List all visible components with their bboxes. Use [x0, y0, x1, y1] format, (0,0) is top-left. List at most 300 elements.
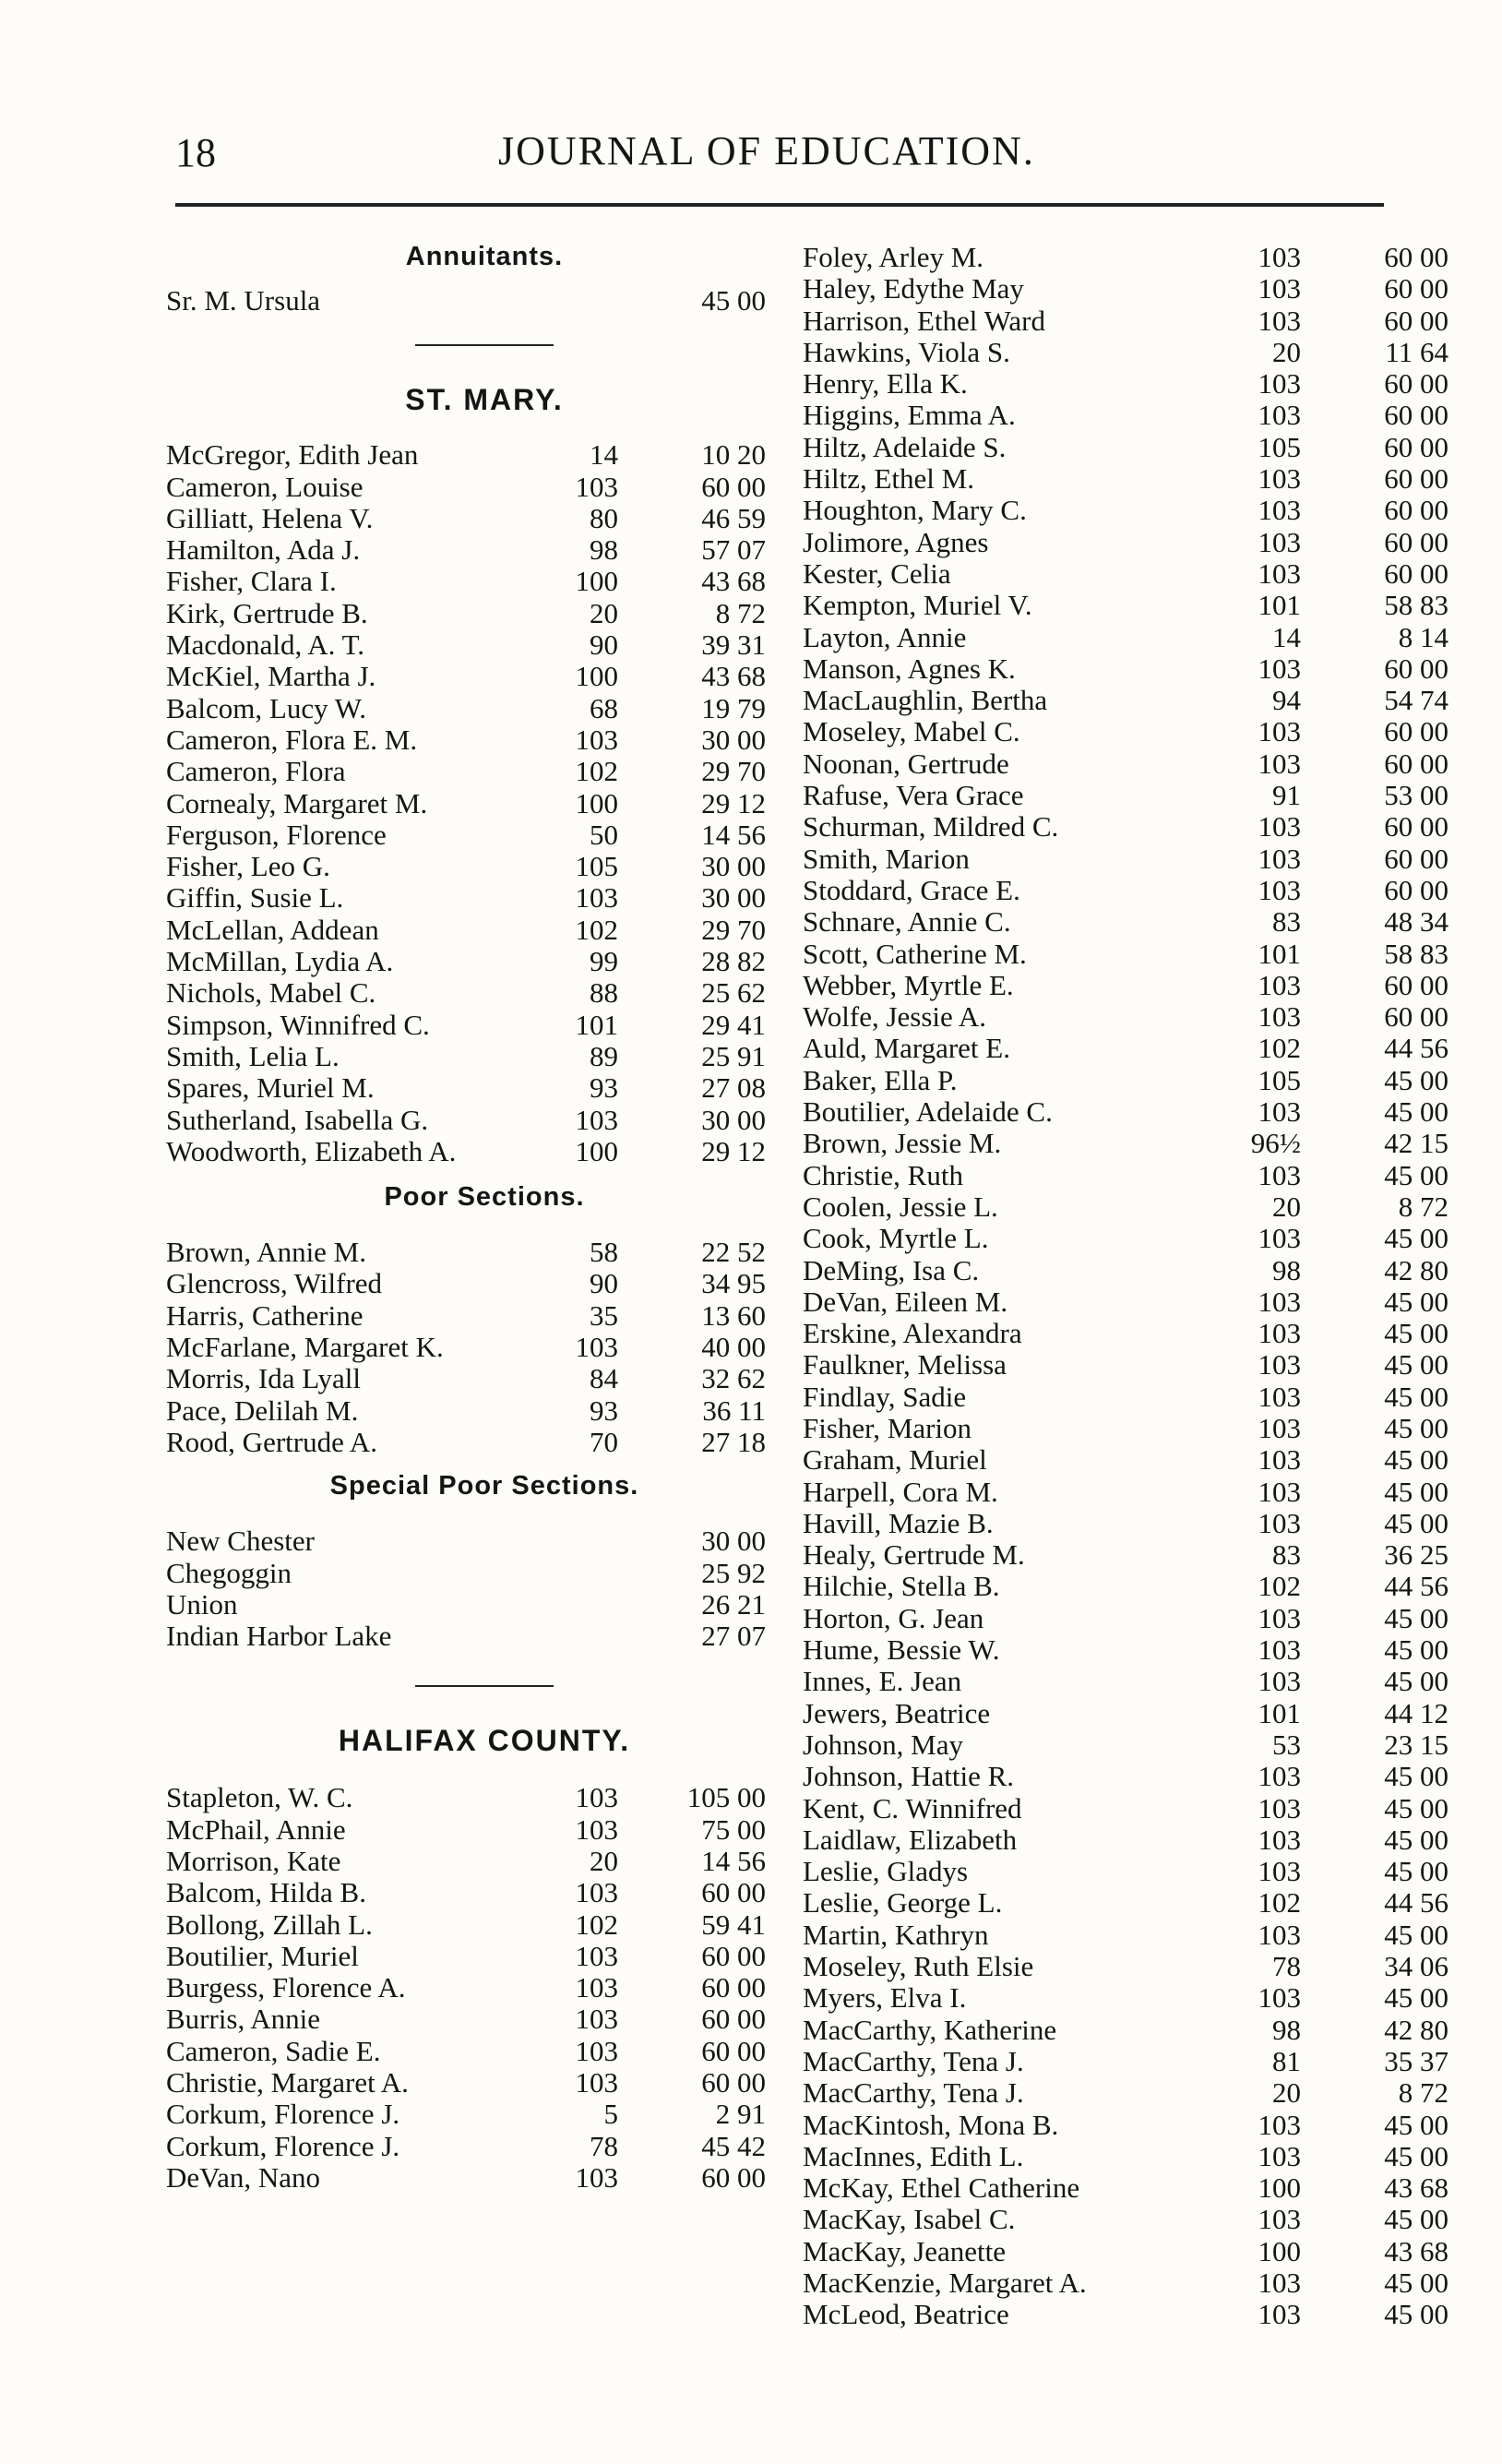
entry-days: 94	[1272, 684, 1301, 717]
entry-name: Leslie, Gladys	[803, 1855, 969, 1888]
list-item	[803, 2236, 1448, 2267]
entry-name: Schurman, Mildred C.	[803, 810, 1059, 843]
entry-name: Cameron, Flora E. M.	[166, 723, 418, 756]
entry-amount: 45 00	[701, 284, 766, 317]
entry-amount: 53 00	[1384, 779, 1448, 812]
list-item	[803, 1033, 1448, 1064]
entry-name: Hawkins, Viola S.	[803, 335, 1010, 368]
list-item	[803, 463, 1448, 495]
entry-amount: 8 72	[1398, 2076, 1448, 2110]
entry-name: Moseley, Mabel C.	[803, 715, 1020, 748]
entry-days: 103	[1258, 494, 1301, 527]
entry-days: 103	[1258, 1855, 1301, 1888]
entry-name: Manson, Agnes K.	[803, 652, 1016, 685]
entry-name: Pace, Delilah M.	[166, 1393, 359, 1427]
entry-days: 80	[590, 501, 618, 534]
list-item	[803, 1191, 1448, 1223]
entry-days: 84	[590, 1362, 618, 1395]
entry-amount: 45 00	[1384, 2108, 1448, 2141]
entry-name: Morrison, Kate	[166, 1844, 341, 1877]
spacer	[166, 317, 803, 344]
entry-amount: 43 68	[1384, 2171, 1448, 2205]
list-item	[166, 1237, 803, 1268]
entry-name: McGregor, Edith Jean	[166, 438, 419, 472]
entry-amount: 29 41	[701, 1008, 766, 1041]
entry-amount: 25 91	[701, 1039, 766, 1072]
entry-amount: 45 00	[1384, 1158, 1448, 1191]
list-item	[166, 2067, 803, 2099]
list-item	[803, 1223, 1448, 1254]
entry-days: 103	[575, 723, 618, 756]
list-item	[803, 1824, 1448, 1856]
journal-title: JOURNAL OF EDUCATION.	[498, 128, 1035, 173]
entry-name: Rood, Gertrude A.	[166, 1425, 378, 1458]
entry-name: Spares, Muriel M.	[166, 1071, 375, 1105]
entry-name: Laidlaw, Elizabeth	[803, 1823, 1018, 1856]
list-item	[803, 1286, 1448, 1318]
entry-days: 98	[1272, 1253, 1301, 1286]
entry-name: Nichols, Mabel C.	[166, 976, 376, 1010]
list-item	[166, 503, 803, 534]
entry-name: Smith, Marion	[803, 842, 970, 875]
list-item	[803, 1951, 1448, 1982]
list-item	[166, 756, 803, 787]
list-item	[803, 1856, 1448, 1887]
entry-amount: 45 00	[1384, 1601, 1448, 1634]
entry-amount: 45 00	[1384, 1095, 1448, 1129]
entry-days: 91	[1272, 779, 1301, 812]
entry-name: McMillan, Lydia A.	[166, 945, 394, 978]
entry-days: 100	[1258, 2234, 1301, 2267]
list-item	[166, 1427, 803, 1458]
entry-days: 103	[575, 1939, 618, 1972]
entry-days: 103	[1258, 525, 1301, 558]
entry-name: Macdonald, A. T.	[166, 628, 364, 662]
entry-name: DeVan, Eileen M.	[803, 1285, 1008, 1318]
entry-name: McPhail, Annie	[166, 1812, 346, 1846]
list-item	[803, 2046, 1448, 2077]
entry-amount: 60 00	[1384, 556, 1448, 590]
entry-amount: 60 00	[1384, 494, 1448, 527]
entry-amount: 45 00	[1384, 1443, 1448, 1477]
list-item	[803, 970, 1448, 1001]
entry-days: 103	[575, 2160, 618, 2194]
list-item	[166, 472, 803, 503]
entry-days: 103	[1258, 2298, 1301, 2331]
entry-days: 20	[1272, 1190, 1301, 1223]
entry-name: Baker, Ella P.	[803, 1063, 958, 1096]
entry-days: 103	[1258, 1506, 1301, 1539]
list-item	[803, 1698, 1448, 1729]
entry-amount: 14 56	[701, 1844, 766, 1877]
entry-amount: 60 00	[1384, 462, 1448, 496]
entry-amount: 60 00	[1384, 747, 1448, 780]
list-item	[166, 977, 803, 1009]
entry-name: Smith, Lelia L.	[166, 1039, 340, 1072]
entry-days: 14	[1272, 620, 1301, 653]
entry-days: 103	[1258, 1095, 1301, 1129]
entry-amount: 30 00	[701, 881, 766, 915]
entry-days: 103	[1258, 1665, 1301, 1698]
header-rule	[175, 203, 1384, 207]
entry-name: Boutilier, Muriel	[166, 1939, 359, 1972]
entry-amount: 8 72	[715, 596, 766, 629]
entry-name: New Chester	[166, 1525, 315, 1558]
list-item	[166, 946, 803, 977]
entry-amount: 39 31	[701, 628, 766, 662]
entry-name: Findlay, Sadie	[803, 1380, 967, 1413]
entry-name: MacCarthy, Katherine	[803, 2013, 1057, 2046]
entry-name: Hume, Bessie W.	[803, 1633, 1000, 1667]
entry-amount: 45 00	[1384, 1918, 1448, 1951]
list-item	[166, 1363, 803, 1394]
entry-amount: 34 95	[701, 1267, 766, 1300]
list-item	[803, 2172, 1448, 2204]
entry-days: 103	[1258, 1633, 1301, 1667]
entry-days: 102	[1258, 1886, 1301, 1920]
entry-name: Cornealy, Margaret M.	[166, 786, 428, 819]
list-item	[803, 685, 1448, 716]
list-item	[166, 2099, 803, 2130]
entry-name: Cameron, Louise	[166, 470, 364, 503]
list-item	[803, 2015, 1448, 2046]
entry-amount: 60 00	[1384, 304, 1448, 337]
entry-name: Bollong, Zillah L.	[166, 1908, 373, 1941]
list-item	[803, 1160, 1448, 1191]
entry-name: Chegoggin	[166, 1556, 292, 1589]
entry-amount: 60 00	[701, 1876, 766, 1909]
list-item	[166, 1072, 803, 1104]
entry-name: Balcom, Hilda B.	[166, 1876, 366, 1909]
list-item	[166, 1041, 803, 1072]
list-item	[803, 1666, 1448, 1697]
list-item	[166, 882, 803, 914]
list-item	[166, 2003, 803, 2035]
entry-amount: 43 68	[1384, 2234, 1448, 2267]
entry-name: Kent, C. Winnifred	[803, 1791, 1022, 1824]
list-item	[803, 337, 1448, 368]
entry-amount: 75 00	[701, 1812, 766, 1846]
list-item	[803, 1634, 1448, 1666]
entry-days: 102	[575, 913, 618, 946]
entry-amount: 60 00	[701, 1971, 766, 2004]
entry-days: 89	[590, 1039, 618, 1072]
entry-amount: 45 00	[1384, 1222, 1448, 1255]
list-item	[803, 242, 1448, 273]
entry-days: 103	[1258, 1601, 1301, 1634]
list-item	[803, 780, 1448, 811]
entry-days: 90	[590, 628, 618, 662]
entry-amount: 60 00	[1384, 399, 1448, 432]
entry-amount: 59 41	[701, 1908, 766, 1941]
entry-days: 98	[1272, 2013, 1301, 2046]
entry-name: Stapleton, W. C.	[166, 1781, 353, 1814]
entry-amount: 45 00	[1384, 1285, 1448, 1318]
entry-amount: 11 64	[1385, 335, 1448, 368]
list-item	[803, 1096, 1448, 1128]
entry-name: Scott, Catherine M.	[803, 937, 1027, 970]
entry-name: Christie, Margaret A.	[166, 2066, 409, 2099]
spacer	[166, 417, 803, 439]
entry-name: MacKintosh, Mona B.	[803, 2108, 1059, 2141]
section-heading-special-poor-sections: Special Poor Sections.	[329, 1471, 639, 1501]
entry-name: MacCarthy, Tena J.	[803, 2044, 1024, 2077]
entry-days: 103	[575, 881, 618, 915]
entry-name: Noonan, Gertrude	[803, 747, 1009, 780]
entry-name: Graham, Muriel	[803, 1443, 987, 1477]
entry-amount: 60 00	[1384, 968, 1448, 1001]
entry-name: Ferguson, Florence	[166, 818, 387, 851]
entry-days: 35	[590, 1298, 618, 1332]
left-column	[166, 242, 803, 2194]
list-item	[803, 590, 1448, 621]
entry-amount: 25 62	[701, 976, 766, 1010]
entry-amount: 45 00	[1384, 1411, 1448, 1444]
entry-days: 105	[1258, 1063, 1301, 1096]
entry-days: 103	[1258, 1222, 1301, 1255]
entry-amount: 35 37	[1384, 2044, 1448, 2077]
entry-days: 103	[575, 1331, 618, 1364]
list-item	[803, 2077, 1448, 2109]
list-item	[803, 1887, 1448, 1919]
entry-amount: 8 14	[1398, 620, 1448, 653]
entry-days: 20	[590, 1844, 618, 1877]
entry-name: McLeod, Beatrice	[803, 2298, 1009, 2331]
entry-amount: 60 00	[701, 2003, 766, 2036]
entry-days: 103	[1258, 842, 1301, 875]
entry-name: DeVan, Nano	[166, 2160, 321, 2194]
entry-days: 103	[575, 1876, 618, 1909]
entry-amount: 45 00	[1384, 2203, 1448, 2236]
entry-days: 20	[590, 596, 618, 629]
entry-days: 103	[1258, 652, 1301, 685]
list-item	[166, 1558, 803, 1589]
entry-amount: 10 20	[701, 438, 766, 472]
entry-amount: 60 00	[701, 2066, 766, 2099]
entry-amount: 45 00	[1384, 1665, 1448, 1698]
entry-days: 103	[1258, 1443, 1301, 1477]
entry-amount: 42 80	[1384, 2013, 1448, 2046]
entry-days: 103	[1258, 1380, 1301, 1413]
entry-amount: 36 11	[702, 1393, 766, 1427]
list-item	[803, 906, 1448, 938]
entry-name: Giffin, Susie L.	[166, 881, 344, 915]
entry-name: Higgins, Emma A.	[803, 399, 1016, 432]
entry-name: Woodworth, Elizabeth A.	[166, 1134, 457, 1167]
list-item	[166, 1621, 803, 1652]
entry-name: McFarlane, Margaret K.	[166, 1331, 444, 1364]
entry-name: Christie, Ruth	[803, 1158, 963, 1191]
list-item	[166, 693, 803, 724]
entry-name: MacKenzie, Margaret A.	[803, 2267, 1087, 2299]
entry-name: Cameron, Flora	[166, 755, 346, 788]
list-item	[166, 1909, 803, 1941]
list-item	[803, 1255, 1448, 1286]
entry-amount: 60 00	[1384, 241, 1448, 273]
entry-amount: 29 12	[701, 1134, 766, 1167]
entry-days: 103	[1258, 272, 1301, 305]
list-item	[803, 811, 1448, 843]
entry-days: 103	[1258, 556, 1301, 590]
list-item	[803, 305, 1448, 337]
entry-days: 103	[1258, 1475, 1301, 1508]
list-item	[803, 716, 1448, 748]
entry-days: 68	[590, 691, 618, 724]
list-item	[803, 432, 1448, 463]
entry-amount: 60 00	[701, 470, 766, 503]
list-item	[166, 915, 803, 946]
entry-name: Harpell, Cora M.	[803, 1475, 998, 1508]
entry-days: 102	[1258, 1570, 1301, 1603]
list-item	[803, 1729, 1448, 1761]
entry-amount: 26 21	[701, 1587, 766, 1621]
list-item	[166, 1268, 803, 1299]
entry-name: Haley, Edythe May	[803, 272, 1024, 305]
entry-amount: 45 00	[1384, 1633, 1448, 1667]
entry-amount: 60 00	[1384, 810, 1448, 843]
entry-days: 100	[575, 660, 618, 693]
entry-days: 103	[1258, 873, 1301, 906]
entry-name: Jolimore, Agnes	[803, 525, 989, 558]
list-item	[803, 1571, 1448, 1602]
entry-amount: 29 70	[701, 755, 766, 788]
entry-days: 103	[1258, 304, 1301, 337]
list-item	[166, 1395, 803, 1427]
list-item	[166, 1814, 803, 1846]
entry-name: Innes, E. Jean	[803, 1665, 962, 1698]
entry-days: 102	[575, 1908, 618, 1941]
list-item	[803, 527, 1448, 558]
entry-name: Burgess, Florence A.	[166, 1971, 406, 2004]
list-item	[803, 400, 1448, 431]
list-item	[803, 1444, 1448, 1476]
entry-amount: 60 00	[1384, 367, 1448, 401]
entry-name: Corkum, Florence J.	[166, 2129, 400, 2162]
entry-days: 20	[1272, 2076, 1301, 2110]
entry-name: Coolen, Jessie L.	[803, 1190, 998, 1223]
entry-days: 103	[1258, 2108, 1301, 2141]
entry-name: MacInnes, Edith L.	[803, 2139, 1024, 2172]
entry-name: Havill, Mazie B.	[803, 1506, 994, 1539]
entry-days: 78	[590, 2129, 618, 2162]
entry-amount: 45 00	[1384, 1981, 1448, 2015]
list-item	[803, 748, 1448, 780]
entry-days: 101	[1258, 589, 1301, 622]
entry-days: 78	[1272, 1950, 1301, 1983]
entry-days: 83	[1272, 905, 1301, 939]
entry-days: 100	[575, 786, 618, 819]
list-item	[803, 1349, 1448, 1381]
entry-amount: 42 15	[1384, 1127, 1448, 1160]
entry-amount: 2 91	[715, 2098, 766, 2131]
right-column	[803, 242, 1448, 2331]
entry-amount: 13 60	[701, 1298, 766, 1332]
list-item	[803, 939, 1448, 970]
list-item	[166, 2036, 803, 2067]
section-heading-annuitants: Annuitants.	[405, 242, 564, 271]
entry-days: 50	[590, 818, 618, 851]
list-item	[166, 1136, 803, 1167]
entry-name: Morris, Ida Lyall	[166, 1362, 361, 1395]
entry-name: Johnson, Hattie R.	[803, 1760, 1015, 1793]
entry-days: 20	[1272, 335, 1301, 368]
list-item	[803, 2141, 1448, 2172]
list-item	[803, 653, 1448, 685]
entry-days: 103	[1258, 1791, 1301, 1824]
list-item	[166, 788, 803, 819]
entry-amount: 30 00	[701, 1525, 766, 1558]
entry-amount: 60 00	[701, 2160, 766, 2194]
entry-name: Hiltz, Adelaide S.	[803, 430, 1007, 463]
entry-name: Gilliatt, Helena V.	[166, 501, 374, 534]
entry-amount: 14 56	[701, 818, 766, 851]
entry-name: MacCarthy, Tena J.	[803, 2076, 1024, 2110]
entry-amount: 45 00	[1384, 1791, 1448, 1824]
list-item	[803, 1508, 1448, 1539]
list-item	[166, 439, 803, 471]
list-item	[803, 1920, 1448, 1951]
entry-amount: 105 00	[686, 1781, 766, 1814]
entry-days: 100	[575, 565, 618, 598]
spacer	[166, 1758, 803, 1782]
entry-amount: 22 52	[701, 1236, 766, 1269]
entry-amount: 42 80	[1384, 1253, 1448, 1286]
list-item	[166, 1877, 803, 1908]
entry-days: 103	[1258, 810, 1301, 843]
entry-name: MacKay, Isabel C.	[803, 2203, 1016, 2236]
entry-days: 103	[1258, 1411, 1301, 1444]
entry-name: Henry, Ella K.	[803, 367, 968, 401]
entry-name: Erskine, Alexandra	[803, 1317, 1022, 1350]
list-item	[166, 819, 803, 851]
entry-days: 103	[575, 470, 618, 503]
list-item	[166, 1525, 803, 1557]
entry-name: Harris, Catherine	[166, 1298, 364, 1332]
spacer	[166, 1501, 803, 1525]
entry-days: 103	[575, 1103, 618, 1136]
entry-name: Cameron, Sadie E.	[166, 2034, 381, 2067]
list-item	[166, 851, 803, 882]
entry-amount: 57 07	[701, 533, 766, 567]
entry-name: Kirk, Gertrude B.	[166, 596, 368, 629]
list-item	[803, 558, 1448, 590]
entry-amount: 30 00	[701, 1103, 766, 1136]
entry-amount: 8 72	[1398, 1190, 1448, 1223]
list-item	[803, 1793, 1448, 1824]
entry-amount: 27 08	[701, 1071, 766, 1105]
page-number: 18	[175, 130, 216, 175]
entry-days: 103	[1258, 1317, 1301, 1350]
entry-amount: 44 56	[1384, 1886, 1448, 1920]
list-item	[166, 1941, 803, 1972]
entry-name: Simpson, Winnifred C.	[166, 1008, 430, 1041]
entry-name: Martin, Kathryn	[803, 1918, 989, 1951]
entry-days: 81	[1272, 2044, 1301, 2077]
entry-days: 103	[1258, 715, 1301, 748]
entry-days: 93	[590, 1071, 618, 1105]
entry-days: 103	[1258, 1000, 1301, 1034]
entry-amount: 45 00	[1384, 1506, 1448, 1539]
entry-name: Auld, Margaret E.	[803, 1032, 1010, 1065]
entry-name: DeMing, Isa C.	[803, 1253, 980, 1286]
entry-name: Horton, G. Jean	[803, 1601, 984, 1634]
entry-days: 103	[1258, 1348, 1301, 1382]
entry-name: Balcom, Lucy W.	[166, 691, 366, 724]
entry-name: Hiltz, Ethel M.	[803, 462, 974, 496]
list-item	[166, 2162, 803, 2194]
list-item	[166, 534, 803, 566]
entry-days: 103	[1258, 1823, 1301, 1856]
